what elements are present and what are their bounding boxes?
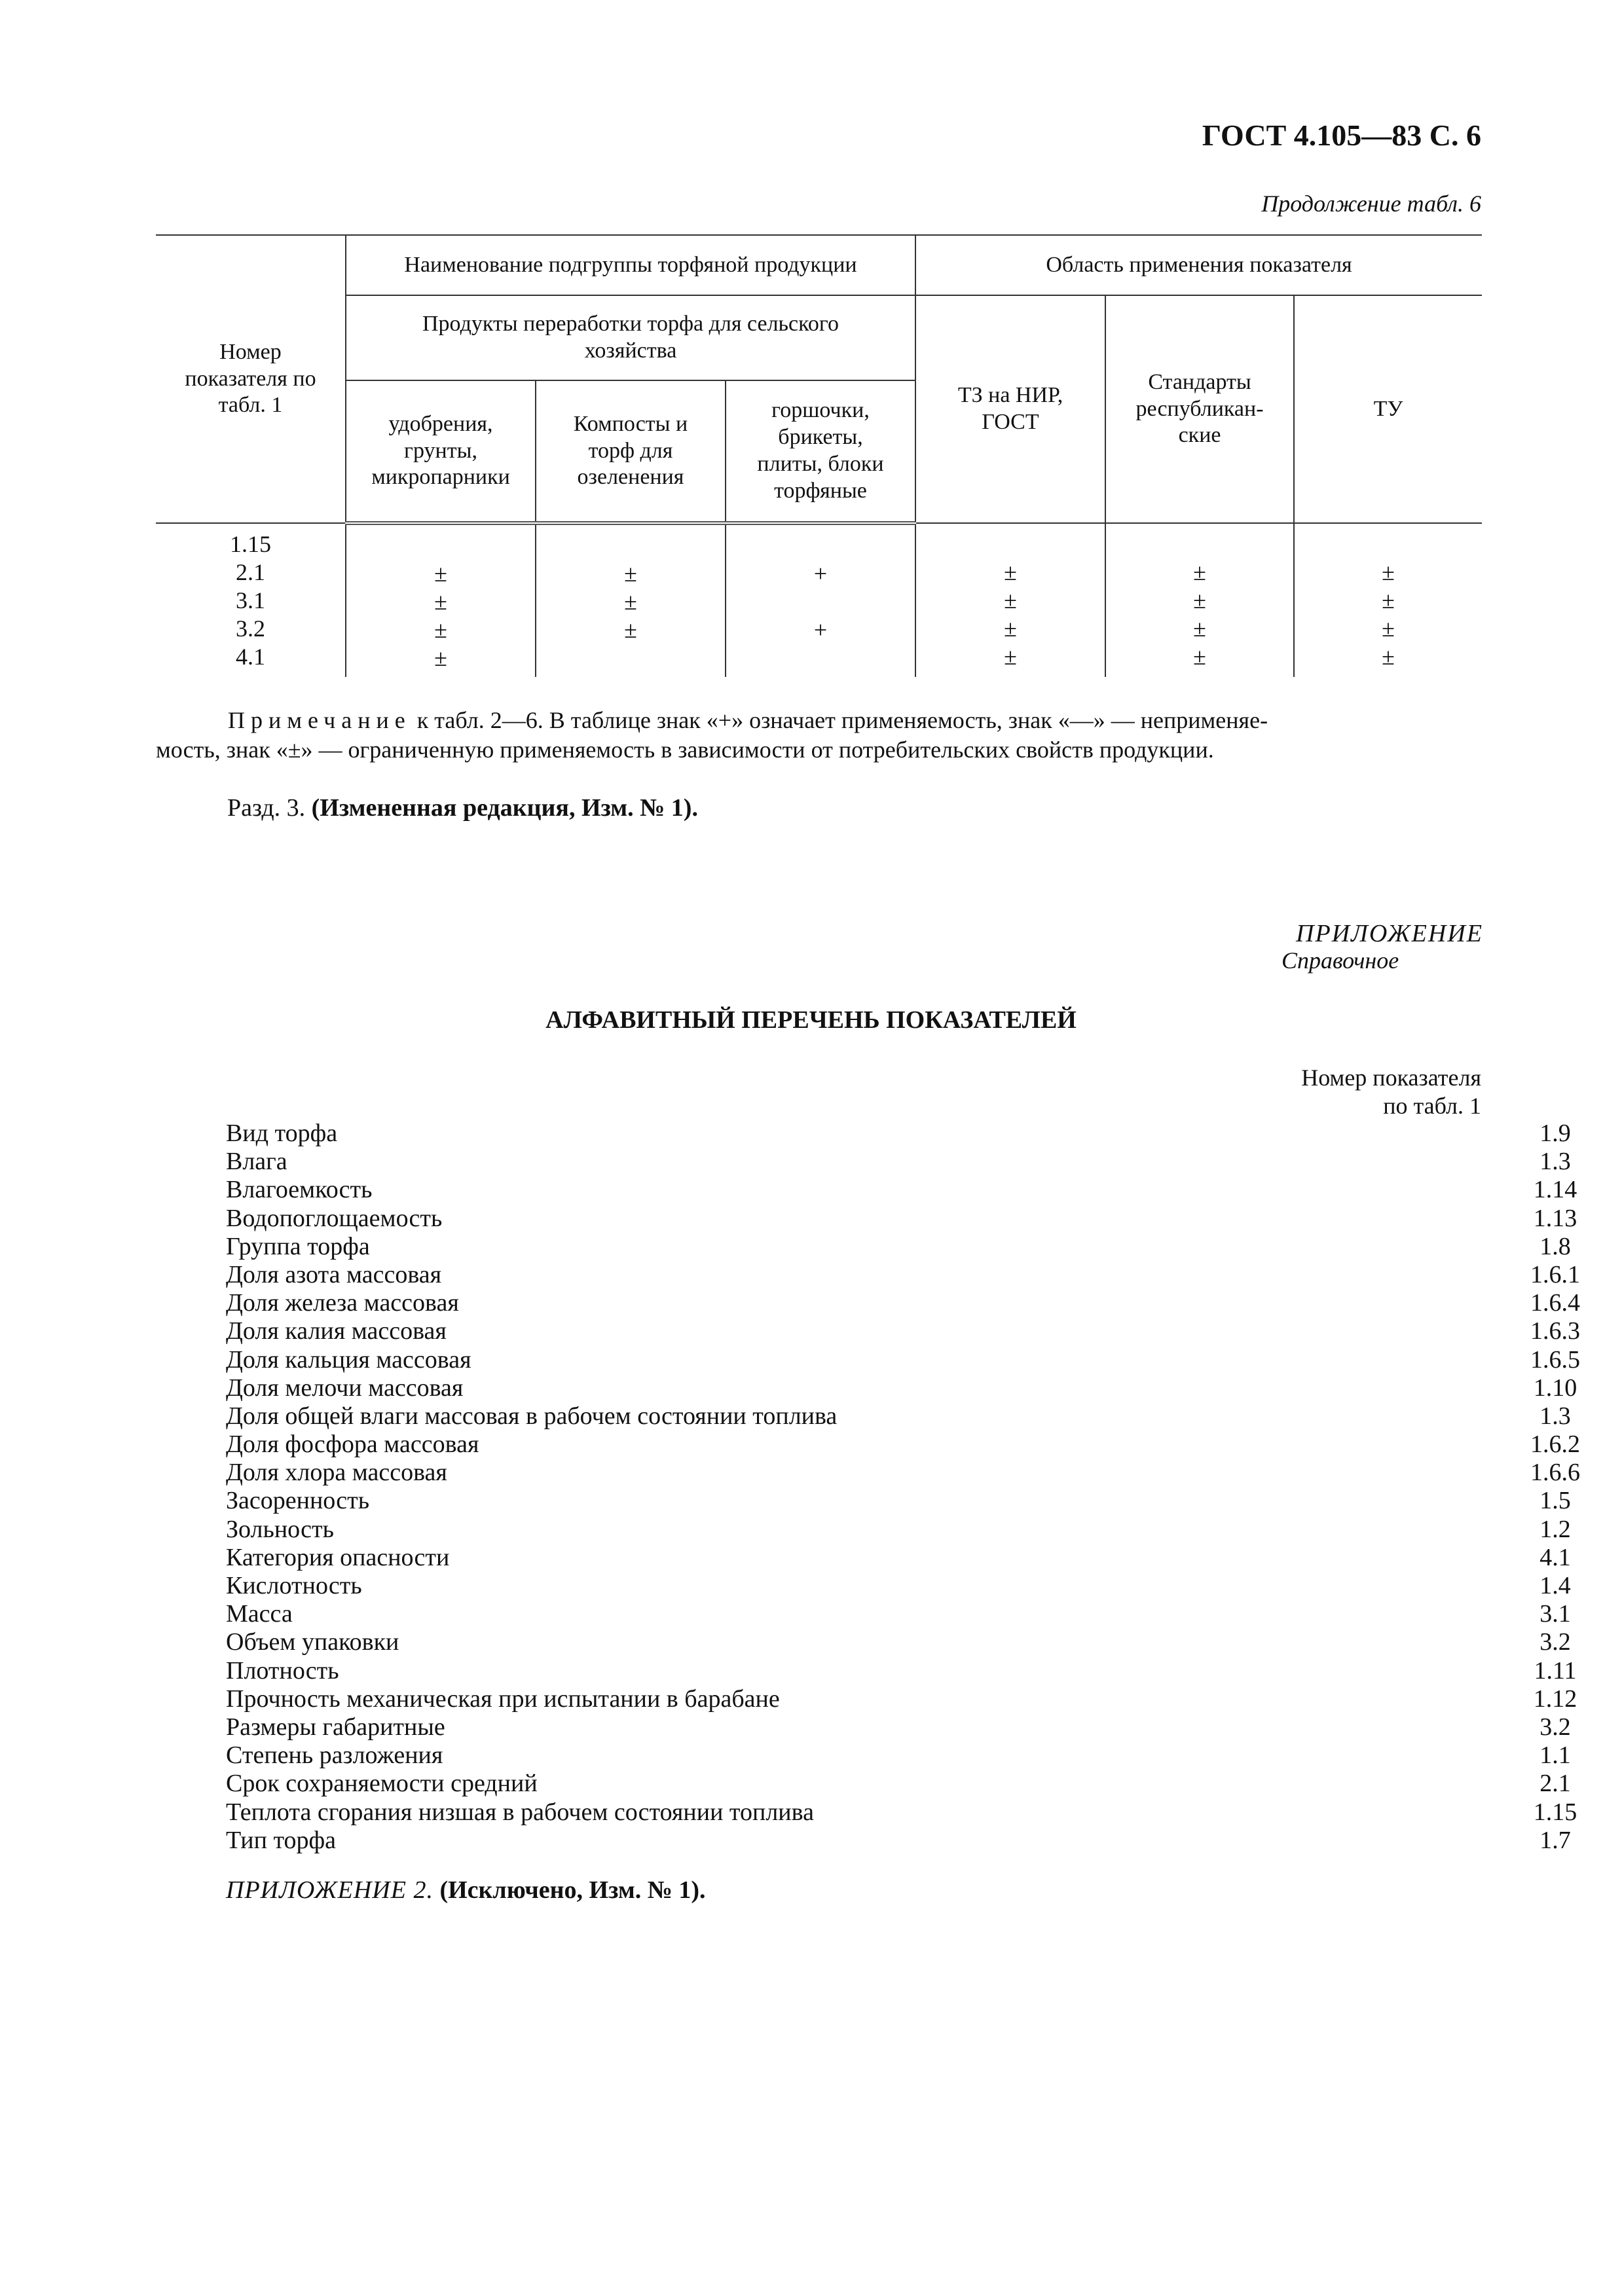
index-row: [226, 1741, 1571, 1770]
section-prefix: Разд. 3.: [227, 794, 306, 822]
index-item-name: Доля азота массовая: [226, 1260, 442, 1288]
header-scope-col: ТЗ на НИР, ГОСТ: [915, 295, 1105, 523]
index-item-name: Тип торфа: [226, 1826, 337, 1854]
index-item-number: 1.1: [1539, 1741, 1571, 1770]
symbol-cell: [536, 644, 725, 672]
symbols-column: [1105, 523, 1294, 677]
index-item-name: Плотность: [226, 1656, 339, 1685]
index-item-number: 1.14: [1533, 1176, 1577, 1204]
symbol-cell: ±: [1004, 644, 1017, 670]
index-column-header-line1: Номер показателя: [1301, 1065, 1481, 1091]
index-row: [226, 1459, 1580, 1487]
index-row: [226, 1176, 1577, 1204]
symbol-cell: ±: [624, 617, 637, 643]
header-subgroup: Наименование подгруппы торфяной продукции: [346, 235, 915, 295]
index-item-number: 1.15: [1533, 1798, 1577, 1826]
index-item-name: Зольность: [226, 1515, 334, 1543]
index-item-name: Засоренность: [226, 1487, 370, 1515]
symbol-cell: ±: [624, 589, 637, 615]
symbol-cell: ±: [434, 617, 447, 643]
index-item-number: 1.3: [1539, 1148, 1571, 1176]
symbol-cell: ±: [1193, 615, 1206, 642]
index-row: [226, 1374, 1577, 1402]
alphabetical-index-list: [226, 1120, 1580, 1855]
index-item-number: 3.2: [1539, 1628, 1571, 1656]
symbol-cell: ±: [1382, 559, 1395, 585]
symbol-cell: [1295, 530, 1482, 558]
symbols-column: [346, 523, 536, 677]
header-scope-col: ТУ: [1294, 295, 1482, 523]
symbols-column: [726, 523, 915, 677]
index-row: [226, 1120, 1571, 1148]
symbol-cell: ±: [434, 560, 447, 587]
index-item-number: 1.6.5: [1530, 1345, 1580, 1374]
index-item-name: Влагоемкость: [226, 1176, 373, 1204]
symbol-cell: +: [813, 560, 828, 587]
symbol-cell: ±: [1382, 615, 1395, 642]
symbol-cell: [726, 588, 915, 616]
index-item-name: Доля общей влаги массовая в рабочем состоянии топлива: [226, 1402, 838, 1430]
symbol-cell: ±: [1382, 587, 1395, 613]
index-row: [226, 1260, 1580, 1289]
index-item-name: Доля хлора массовая: [226, 1459, 447, 1487]
indicator-number: 2.1: [236, 559, 265, 585]
index-item-number: 1.10: [1533, 1374, 1577, 1402]
symbol-cell: [1106, 530, 1293, 558]
index-item-number: 1.8: [1539, 1232, 1571, 1260]
index-item-number: 1.9: [1539, 1120, 1571, 1147]
index-row: [226, 1543, 1571, 1572]
index-row: [226, 1798, 1577, 1827]
index-item-name: Группа торфа: [226, 1232, 370, 1260]
index-item-name: Масса: [226, 1600, 293, 1628]
index-row: [226, 1232, 1571, 1261]
index-item-number: 1.3: [1539, 1402, 1571, 1430]
symbol-cell: ±: [434, 589, 447, 615]
symbol-cell: ±: [1193, 559, 1206, 585]
index-item-name: Влага: [226, 1148, 287, 1176]
symbol-cell: ±: [624, 560, 637, 587]
index-item-number: 1.6.6: [1530, 1459, 1580, 1487]
index-row: [226, 1204, 1577, 1233]
index-item-name: Объем упаковки: [226, 1628, 399, 1656]
index-item-number: 3.1: [1539, 1600, 1571, 1628]
index-item-name: Категория опасности: [226, 1543, 450, 1571]
header-sub-col: Компосты и торф для озеленения: [536, 380, 726, 523]
symbol-cell: ±: [1193, 644, 1206, 670]
symbols-column: [1294, 523, 1482, 677]
header-scope-col: Стандарты республиканские: [1105, 295, 1294, 523]
symbol-cell: ±: [434, 645, 447, 671]
index-item-number: 1.6.2: [1530, 1430, 1580, 1459]
symbol-cell: ±: [1382, 644, 1395, 670]
index-item-number: 1.2: [1539, 1515, 1571, 1543]
note-label: Примечание: [228, 707, 411, 733]
table-continuation-label: Продолжение табл. 6: [1261, 191, 1481, 217]
index-item-name: Степень разложения: [226, 1741, 443, 1770]
index-item-number: 1.13: [1533, 1204, 1577, 1232]
index-item-number: 1.7: [1539, 1826, 1571, 1854]
appendix2-label: ПРИЛОЖЕНИЕ 2.: [226, 1876, 433, 1904]
symbol-cell: [726, 532, 915, 560]
index-item-name: Доля фосфора массовая: [226, 1430, 479, 1459]
table-note: [156, 706, 1482, 765]
section-amendment-text: (Измененная редакция, Изм. № 1).: [311, 794, 698, 822]
index-item-name: Срок сохраняемости средний: [226, 1770, 538, 1798]
index-column-header: [1301, 1064, 1481, 1120]
appendix-sublabel: Справочное: [1281, 947, 1399, 974]
index-row: [226, 1656, 1577, 1685]
section-amendment-note: [227, 793, 698, 822]
index-item-number: 1.6.4: [1530, 1289, 1580, 1317]
document-code: ГОСТ 4.105—83 С. 6: [1202, 118, 1481, 152]
index-row: [226, 1628, 1571, 1656]
index-row: [226, 1826, 1571, 1855]
indicator-number: 3.2: [236, 615, 265, 642]
index-row: [226, 1148, 1571, 1176]
index-item-number: 2.1: [1539, 1770, 1571, 1798]
index-row: [226, 1713, 1571, 1741]
index-item-number: 1.6.3: [1530, 1317, 1580, 1345]
index-item-name: Водопоглощаемость: [226, 1204, 443, 1232]
symbol-cell: ±: [1193, 587, 1206, 613]
note-text-line2: мость, знак «±» — ограниченную применяемость в зависимости от потребительских свойств продукции.: [156, 737, 1214, 763]
index-column-header-line2: по табл. 1: [1383, 1093, 1481, 1119]
index-item-name: Доля кальция массовая: [226, 1345, 471, 1374]
symbol-cell: ±: [1004, 615, 1017, 642]
index-item-name: Теплота сгорания низшая в рабочем состоянии топлива: [226, 1798, 814, 1826]
index-row: [226, 1345, 1580, 1374]
index-item-number: 1.6.1: [1530, 1260, 1580, 1288]
indicator-numbers-cell: [156, 523, 346, 677]
index-item-name: Доля мелочи массовая: [226, 1374, 464, 1402]
index-row: [226, 1317, 1580, 1345]
index-item-name: Прочность механическая при испытании в барабане: [226, 1685, 780, 1713]
appendix2-note: [226, 1876, 706, 1904]
indicator-number: 3.1: [236, 587, 265, 613]
indicator-number: 4.1: [236, 644, 265, 670]
symbol-cell: [726, 644, 915, 672]
index-item-name: Доля калия массовая: [226, 1317, 447, 1345]
index-item-name: Размеры габаритные: [226, 1713, 445, 1741]
header-indicator-number: Номер показателя по табл. 1: [156, 235, 346, 523]
index-row: [226, 1572, 1571, 1600]
appendix-label: ПРИЛОЖЕНИЕ: [1296, 920, 1483, 947]
index-row: [226, 1600, 1571, 1628]
index-item-number: 1.5: [1539, 1487, 1571, 1515]
index-row: [226, 1515, 1571, 1544]
indicator-number: 1.15: [230, 531, 271, 557]
symbol-cell: [346, 532, 535, 560]
symbols-column: [915, 523, 1105, 677]
index-row: [226, 1289, 1580, 1317]
header-sub-col: горшочки, брикеты, плиты, блоки торфяные: [726, 380, 915, 523]
applicability-table: [156, 234, 1482, 677]
index-row: [226, 1402, 1571, 1430]
index-item-number: 1.11: [1534, 1656, 1577, 1685]
header-sub-col: удобрения, грунты, микропарники: [346, 380, 536, 523]
symbol-cell: [536, 532, 725, 560]
index-item-name: Вид торфа: [226, 1120, 338, 1147]
index-item-number: 1.4: [1539, 1572, 1571, 1599]
index-item-name: Кислотность: [226, 1572, 362, 1599]
symbol-cell: [916, 530, 1105, 558]
symbol-cell: ±: [1004, 587, 1017, 613]
symbol-cell: +: [813, 617, 828, 643]
note-text-line1: к табл. 2—6. В таблице знак «+» означает применяемость, знак «—» — неприменяе-: [411, 707, 1268, 733]
header-scope: Область применения показателя: [915, 235, 1482, 295]
index-item-name: Доля железа массовая: [226, 1289, 459, 1317]
symbol-cell: ±: [1004, 559, 1017, 585]
symbols-column: [536, 523, 726, 677]
appendix-title: АЛФАВИТНЫЙ ПЕРЕЧЕНЬ ПОКАЗАТЕЛЕЙ: [545, 1006, 1077, 1034]
appendix2-text: (Исключено, Изм. № 1).: [439, 1876, 706, 1904]
index-row: [226, 1487, 1571, 1515]
header-products: Продукты переработки торфа для сельского хозяйства: [346, 295, 915, 380]
index-row: [226, 1770, 1571, 1798]
index-item-number: 1.12: [1533, 1685, 1577, 1713]
index-row: [226, 1430, 1580, 1459]
index-item-number: 3.2: [1539, 1713, 1571, 1741]
index-row: [226, 1685, 1577, 1713]
index-item-number: 4.1: [1539, 1543, 1571, 1571]
